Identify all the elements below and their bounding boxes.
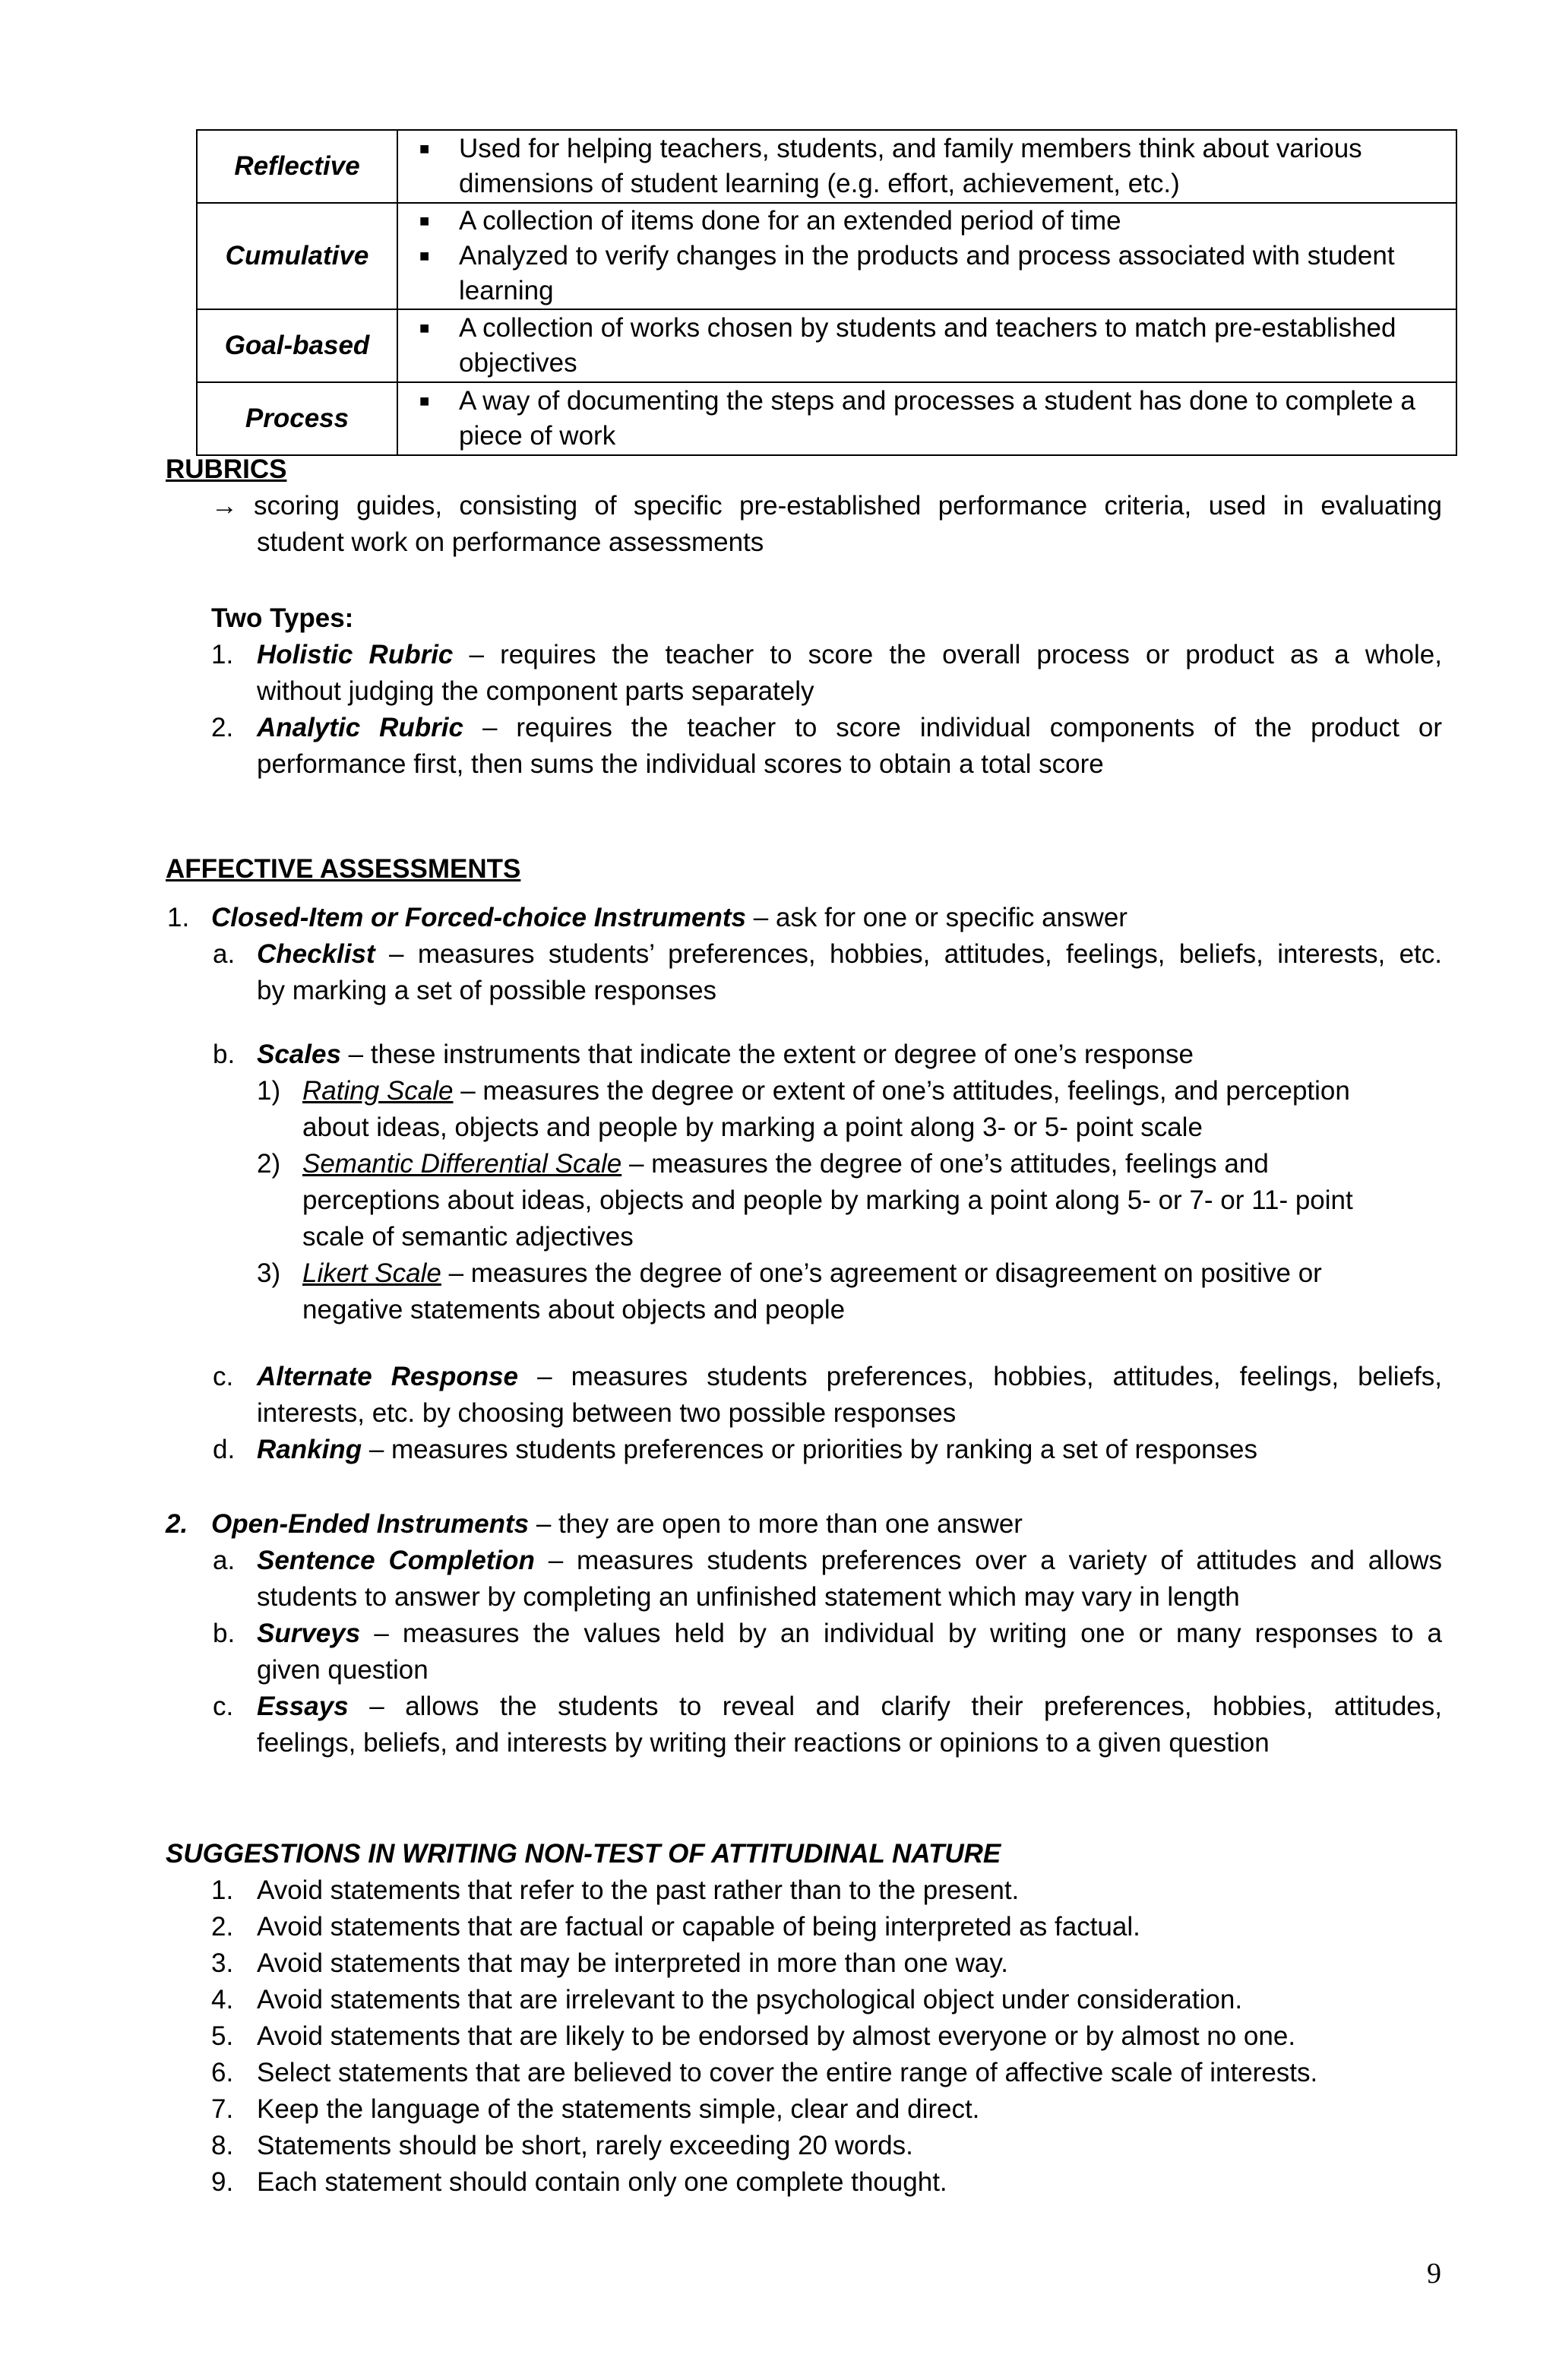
page-number: 9 <box>1427 2258 1441 2290</box>
term: Semantic Differential Scale <box>302 1149 622 1179</box>
table-row <box>197 130 1456 203</box>
list-number: 7. <box>211 2094 234 2124</box>
list-item: Avoid statements that are irrelevant to the psychological object under consideration. <box>257 1985 1243 2014</box>
term: Scales <box>257 1040 341 1069</box>
list-item: Select statements that are believed to cover the entire range of affective scale of interests. <box>257 2058 1318 2087</box>
list-item: Avoid statements that are factual or capable of being interpreted as factual. <box>257 1912 1140 1942</box>
term: Open-Ended Instruments <box>211 1509 530 1539</box>
list-item: Holistic Rubric – requires the teacher to score the overall process or product as a whole, <box>257 640 1442 669</box>
list-item: Avoid statements that refer to the past rather than to the present. <box>257 1875 1020 1905</box>
term: Sentence Completion <box>257 1546 535 1575</box>
list-item: Likert Scale – measures the degree of one’s agreement or disagreement on positive or <box>302 1258 1322 1288</box>
term: Analytic Rubric <box>257 713 463 742</box>
suggestions-heading: SUGGESTIONS IN WRITING NON-TEST OF ATTITUDINAL NATURE <box>166 1839 1001 1869</box>
list-item: Avoid statements that may be interpreted in more than one way. <box>257 1948 1008 1978</box>
square-bullet-icon: ■ <box>419 246 430 265</box>
list-number: 1. <box>211 1875 234 1905</box>
list-item: Checklist – measures students’ preferences, hobbies, attitudes, feelings, beliefs, interests, etc. <box>257 939 1442 969</box>
list-number: 6. <box>211 2058 234 2087</box>
list-item-continuation: feelings, beliefs, and interests by writing their reactions or opinions to a given question <box>257 1728 1270 1758</box>
list-item: Rating Scale – measures the degree or extent of one’s attitudes, feelings, and perception <box>302 1076 1350 1106</box>
list-item-continuation: scale of semantic adjectives <box>302 1222 634 1252</box>
term: Checklist <box>257 939 375 969</box>
list-letter: c. <box>213 1692 234 1721</box>
bullet-item: ■ Analyzed to verify changes in the products and process associated with student learning <box>398 239 1456 309</box>
square-bullet-icon: ■ <box>419 318 430 337</box>
portfolio-type-name: Reflective <box>197 130 397 203</box>
rubrics-definition-line: scoring guides, consisting of specific pre-established performance criteria, used in evaluating <box>254 491 1442 521</box>
portfolio-type-name: Goal-based <box>197 309 397 382</box>
list-item: Ranking – measures students preferences or priorities by ranking a set of responses <box>257 1435 1258 1464</box>
list-number: 3. <box>211 1948 234 1978</box>
list-item: Essays – allows the students to reveal and clarify their preferences, hobbies, attitudes, <box>257 1692 1442 1721</box>
square-bullet-icon: ■ <box>419 211 430 230</box>
list-item: Each statement should contain only one complete thought. <box>257 2167 947 2197</box>
list-item-continuation: by marking a set of possible responses <box>257 976 717 1005</box>
list-number: 3) <box>257 1258 281 1288</box>
list-number: 8. <box>211 2131 234 2160</box>
portfolio-type-name: Cumulative <box>197 203 397 309</box>
list-letter: c. <box>213 1362 234 1391</box>
list-number: 2. <box>211 713 234 742</box>
list-item-continuation: given question <box>257 1655 429 1685</box>
list-letter: a. <box>213 1546 236 1575</box>
list-number: 2. <box>166 1509 188 1539</box>
list-item: Alternate Response – measures students preferences, hobbies, attitudes, feelings, beliefs, <box>257 1362 1442 1391</box>
list-item: Keep the language of the statements simple, clear and direct. <box>257 2094 980 2124</box>
list-item: Sentence Completion – measures students preferences over a variety of attitudes and allows <box>257 1546 1442 1575</box>
portfolio-type-description <box>397 382 1456 455</box>
portfolio-types-table <box>196 129 1457 456</box>
list-item: Semantic Differential Scale – measures the degree of one’s attitudes, feelings and <box>302 1149 1269 1179</box>
term: Closed-Item or Forced-choice Instruments <box>211 903 747 932</box>
rubrics-heading: RUBRICS <box>166 454 287 484</box>
portfolio-type-description <box>397 130 1456 203</box>
list-item: Analytic Rubric – requires the teacher to score individual components of the product or <box>257 713 1442 742</box>
list-item: Surveys – measures the values held by an individual by writing one or many responses to a <box>257 1619 1442 1648</box>
list-item-continuation: interests, etc. by choosing between two possible responses <box>257 1398 957 1428</box>
list-number: 5. <box>211 2021 234 2051</box>
list-letter: a. <box>213 939 236 969</box>
list-item: Statements should be short, rarely exceeding 20 words. <box>257 2131 913 2160</box>
portfolio-type-description <box>397 203 1456 309</box>
term: Surveys <box>257 1619 361 1648</box>
rubrics-definition-line: student work on performance assessments <box>257 527 764 557</box>
list-number: 1) <box>257 1076 281 1106</box>
term: Ranking <box>257 1435 362 1464</box>
list-item: Closed-Item or Forced-choice Instruments – ask for one or specific answer <box>211 903 1127 932</box>
portfolio-type-name: Process <box>197 382 397 455</box>
list-item-continuation: without judging the component parts separately <box>257 676 814 706</box>
term: Holistic Rubric <box>257 640 454 669</box>
square-bullet-icon: ■ <box>419 139 430 158</box>
list-number: 1. <box>167 903 190 932</box>
list-number: 2) <box>257 1149 281 1179</box>
list-number: 9. <box>211 2167 234 2197</box>
bullet-item: ■ A collection of items done for an extended period of time <box>398 204 1456 239</box>
list-letter: d. <box>213 1435 236 1464</box>
term: Rating Scale <box>302 1076 454 1106</box>
list-item: Scales – these instruments that indicate the extent or degree of one’s response <box>257 1040 1194 1069</box>
table-row <box>197 203 1456 309</box>
bullet-item: ■ Used for helping teachers, students, and family members think about various dimensions of student learning (e.g. effort, achievement, etc.) <box>398 131 1456 201</box>
list-letter: b. <box>213 1040 236 1069</box>
list-item-continuation: about ideas, objects and people by marking a point along 3- or 5- point scale <box>302 1112 1203 1142</box>
term: Essays <box>257 1692 349 1721</box>
arrow-icon: → <box>211 491 238 521</box>
list-number: 1. <box>211 640 234 669</box>
list-item-continuation: negative statements about objects and people <box>302 1295 846 1325</box>
list-number: 2. <box>211 1912 234 1942</box>
term: Likert Scale <box>302 1258 441 1288</box>
square-bullet-icon: ■ <box>419 391 430 410</box>
table-row <box>197 309 1456 382</box>
bullet-item: ■ A way of documenting the steps and processes a student has done to complete a piece of work <box>398 384 1456 454</box>
bullet-item: ■ A collection of works chosen by students and teachers to match pre-established objectives <box>398 311 1456 381</box>
term: Alternate Response <box>257 1362 519 1391</box>
list-item-continuation: performance first, then sums the individual scores to obtain a total score <box>257 749 1104 779</box>
list-item-continuation: perceptions about ideas, objects and people by marking a point along 5- or 7- or 11- point <box>302 1185 1353 1215</box>
table-row <box>197 382 1456 455</box>
list-number: 4. <box>211 1985 234 2014</box>
list-item-continuation: students to answer by completing an unfinished statement which may vary in length <box>257 1582 1240 1612</box>
portfolio-type-description <box>397 309 1456 382</box>
affective-heading: AFFECTIVE ASSESSMENTS <box>166 854 521 884</box>
two-types-heading: Two Types: <box>211 603 354 633</box>
list-item: Open-Ended Instruments – they are open to more than one answer <box>211 1509 1023 1539</box>
list-letter: b. <box>213 1619 236 1648</box>
list-item: Avoid statements that are likely to be endorsed by almost everyone or by almost no one. <box>257 2021 1296 2051</box>
